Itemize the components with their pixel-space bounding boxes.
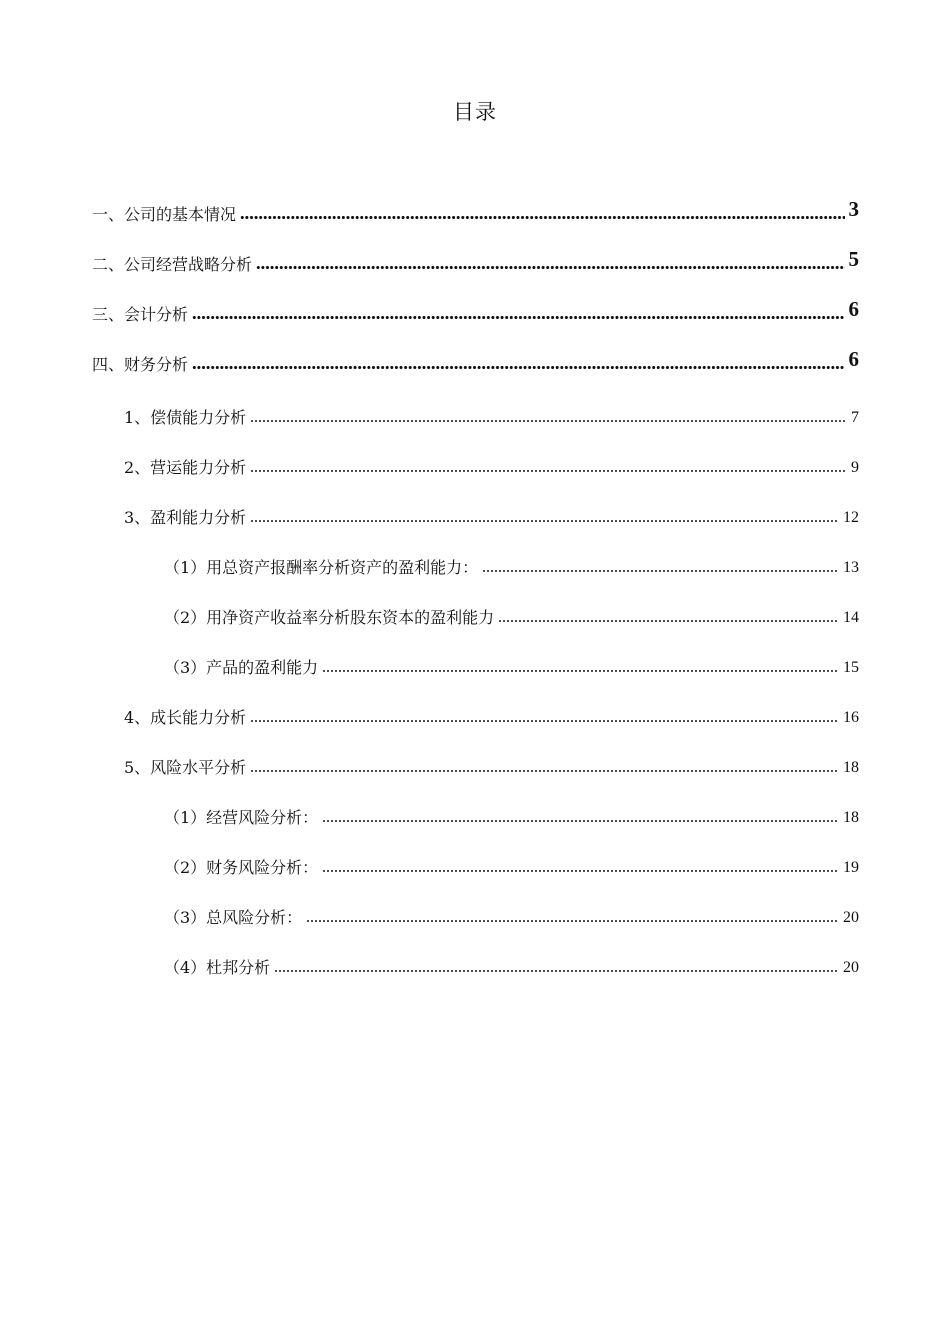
toc-entry-label: （1）经营风险分析： xyxy=(164,808,319,827)
toc-entry-profitability[interactable] xyxy=(124,502,859,528)
toc-entry-label: （4）杜邦分析 xyxy=(164,958,271,977)
toc-entry-page: 13 xyxy=(843,559,859,576)
toc-entry-dupont[interactable] xyxy=(164,952,859,978)
toc-entry-label: 二、公司经营战略分析 xyxy=(92,255,253,274)
toc-entry-page: 5 xyxy=(848,247,859,271)
toc-entry-label: （2）财务风险分析： xyxy=(164,858,319,877)
dot-leader xyxy=(498,619,839,623)
dot-leader xyxy=(322,819,839,823)
toc-entry-label: 四、财务分析 xyxy=(92,355,189,374)
toc-entry-label: 5、风险水平分析 xyxy=(124,758,247,777)
toc-entry-label: （3）总风险分析： xyxy=(164,908,303,927)
toc-entry-page: 20 xyxy=(843,909,859,926)
toc-entry-label: 三、会计分析 xyxy=(92,305,189,324)
dot-leader xyxy=(250,769,839,773)
toc-entry-solvency[interactable] xyxy=(124,402,859,428)
toc-entry-growth[interactable] xyxy=(124,702,859,728)
toc-entry-page: 14 xyxy=(843,609,859,626)
dot-leader xyxy=(240,215,844,220)
dot-leader xyxy=(322,869,839,873)
toc-entry-page: 19 xyxy=(843,859,859,876)
toc-entry-page: 18 xyxy=(843,809,859,826)
toc-entry-page: 6 xyxy=(848,297,859,321)
toc-entry-strategy-analysis[interactable] xyxy=(92,249,859,275)
toc-entry-operating-risk[interactable] xyxy=(164,802,859,828)
dot-leader xyxy=(192,315,844,320)
toc-entry-total-risk[interactable] xyxy=(164,902,859,928)
dot-leader xyxy=(250,469,845,473)
toc-entry-label: （2）用净资产收益率分析股东资本的盈利能力 xyxy=(164,608,495,627)
toc-entry-product-profitability[interactable] xyxy=(164,652,859,678)
dot-leader xyxy=(322,669,839,673)
toc-entry-page: 7 xyxy=(851,409,859,426)
toc-entry-page: 3 xyxy=(848,197,859,221)
toc-entry-page: 6 xyxy=(848,347,859,371)
toc-entry-operating-capacity[interactable] xyxy=(124,452,859,478)
toc-entry-label: 一、公司的基本情况 xyxy=(92,205,237,224)
toc-entry-label: 3、盈利能力分析 xyxy=(124,508,247,527)
toc-entry-risk-level[interactable] xyxy=(124,752,859,778)
toc-entry-company-overview[interactable] xyxy=(92,199,859,225)
toc-entry-financial-risk[interactable] xyxy=(164,852,859,878)
dot-leader xyxy=(482,569,839,573)
toc-entry-financial-analysis[interactable] xyxy=(92,349,859,375)
toc-entry-label: 2、营运能力分析 xyxy=(124,458,247,477)
dot-leader xyxy=(256,265,844,270)
toc-entry-accounting-analysis[interactable] xyxy=(92,299,859,325)
toc-entry-label: （1）用总资产报酬率分析资产的盈利能力： xyxy=(164,558,479,577)
toc-entry-label: 1、偿债能力分析 xyxy=(124,408,247,427)
toc-entry-page: 20 xyxy=(843,959,859,976)
toc-entry-page: 18 xyxy=(843,759,859,776)
toc-entry-page: 16 xyxy=(843,709,859,726)
dot-leader xyxy=(306,919,839,923)
toc-entry-page: 9 xyxy=(851,459,859,476)
page-title: 目录 xyxy=(453,100,497,124)
toc-entry-page: 12 xyxy=(843,509,859,526)
toc-entry-roa[interactable] xyxy=(164,552,859,578)
toc-entry-roe[interactable] xyxy=(164,602,859,628)
dot-leader xyxy=(250,719,839,723)
toc-entry-label: （3）产品的盈利能力 xyxy=(164,658,319,677)
dot-leader xyxy=(250,419,845,423)
toc-entry-page: 15 xyxy=(843,659,859,676)
dot-leader xyxy=(192,365,844,370)
dot-leader xyxy=(274,969,839,973)
dot-leader xyxy=(250,519,839,523)
toc-entry-label: 4、成长能力分析 xyxy=(124,708,247,727)
